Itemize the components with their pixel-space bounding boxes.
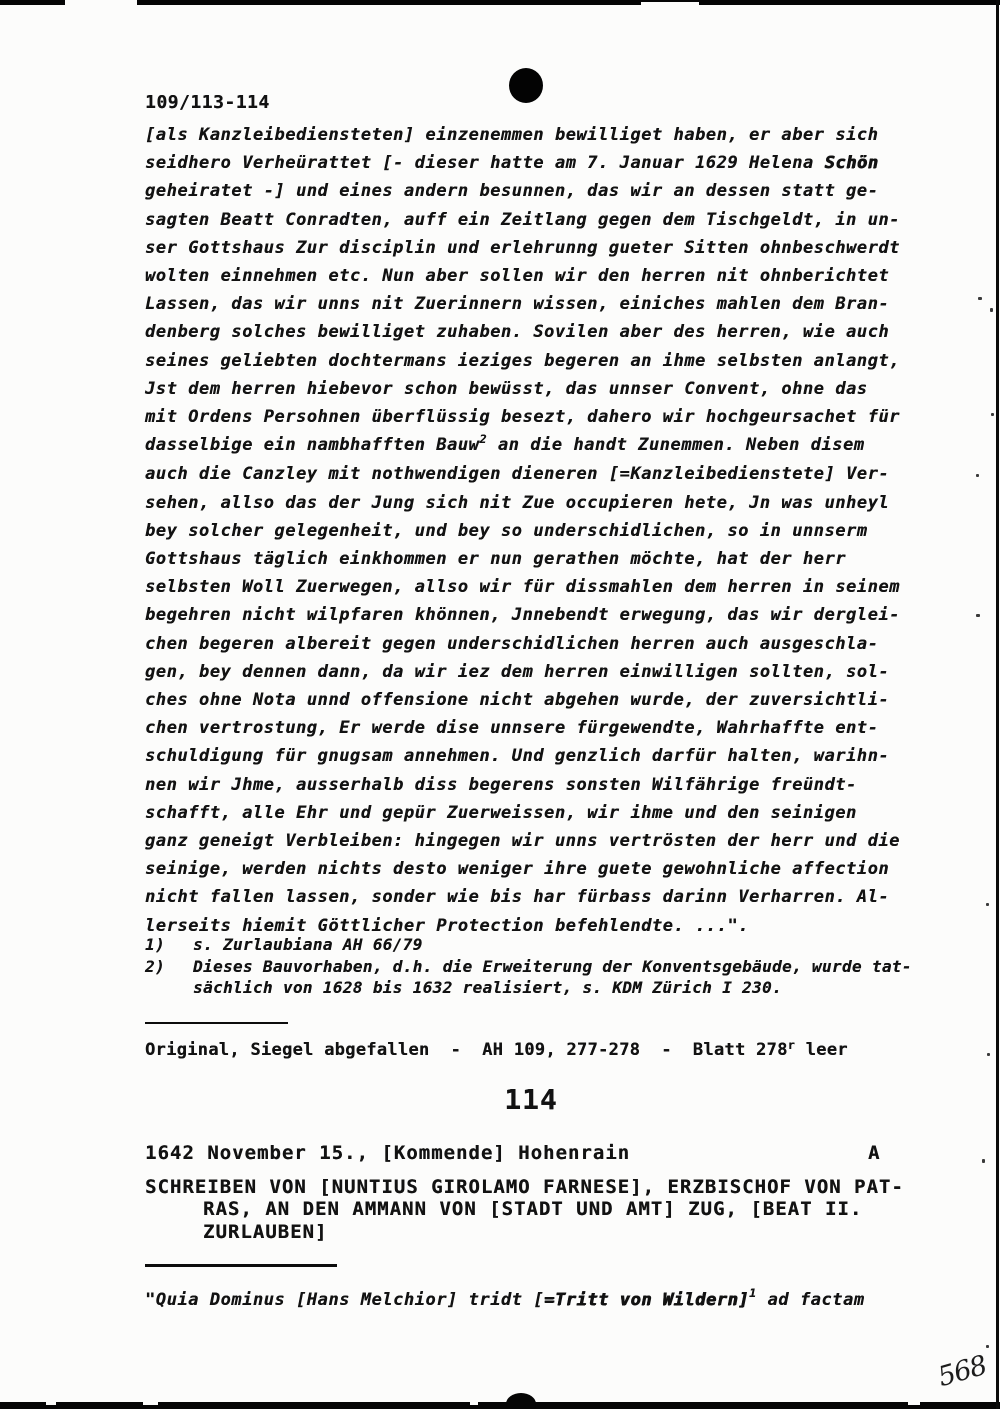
body-line xyxy=(145,855,945,883)
text-run: sagten Beatt Conradten, auff ein Zeitlang gegen dem Tischgeldt, in un- xyxy=(145,209,900,230)
entry-title xyxy=(145,1176,904,1243)
text-run: Schön xyxy=(824,153,879,174)
entry-title-line: ZURLAUBEN] xyxy=(203,1220,328,1243)
text-run: ser Gottshaus Zur disciplin und erlehrunng gueter Sitten ohnbeschwerdt xyxy=(145,237,900,258)
entry-number-heading: 114 xyxy=(504,1083,558,1116)
page-id-label: 109/113-114 xyxy=(145,92,270,113)
text-run: bey solcher gelegenheit, und bey so underschidlichen, so in unnserm xyxy=(145,520,868,541)
body-line xyxy=(145,658,945,686)
body-line xyxy=(145,375,945,403)
text-run: Lassen, das wir unns nit Zuerinnern wissen, einiches mahlen dem Bran- xyxy=(145,294,890,315)
text-run: an die handt Zunemmen. Neben disem xyxy=(487,435,865,456)
body-line xyxy=(145,714,945,742)
top-scan-bar-gap xyxy=(65,0,137,5)
bottom-scan-bar-gap xyxy=(908,1402,920,1405)
body-line xyxy=(145,799,945,827)
text-run: geheiratet -] und eines andern besunnen, das wir an dessen statt ge- xyxy=(145,181,879,202)
scan-speck xyxy=(987,1053,990,1056)
scan-speck xyxy=(986,1345,989,1348)
quote-line xyxy=(145,1286,865,1315)
footnotes xyxy=(145,934,945,999)
provenance-line xyxy=(145,1040,848,1060)
footnote-row xyxy=(145,934,945,956)
body-line xyxy=(145,517,945,545)
body-line xyxy=(145,686,945,714)
body-line xyxy=(145,206,945,234)
scan-speck xyxy=(990,308,993,312)
body-line xyxy=(145,431,945,460)
text-run: Original, Siegel abgefallen - AH 109, 277-278 - Blatt 278 xyxy=(145,1040,788,1060)
text-run: chen vertrostung, Er werde dise unnsere fürgewendte, Wahrhaffte ent- xyxy=(145,718,879,739)
text-run: =Tritt von Wildern] xyxy=(544,1290,749,1310)
scan-speck xyxy=(976,474,979,477)
right-scan-edge-line xyxy=(996,0,999,1409)
top-scan-bar-gap xyxy=(641,2,699,5)
scan-speck xyxy=(991,413,994,416)
footnote-text: Dieses Bauvorhaben, d.h. die Erweiterung der Konventsgebäude, wurde tat- xyxy=(193,956,912,976)
body-line xyxy=(145,827,945,855)
text-run: selbsten Woll Zuerwegen, allso wir für dissmahlen dem herren in seinem xyxy=(145,577,900,598)
text-run: dasselbige ein nambhafften Bauw xyxy=(145,435,480,456)
entry-date-line: 1642 November 15., [Kommende] Hohenrain xyxy=(145,1142,631,1164)
text-run: seinige, werden nichts desto weniger ihre guete gewohnliche affection xyxy=(145,859,890,880)
text-run: Gottshaus täglich einkhommen er nun gerathen möchte, hat der herr xyxy=(145,549,847,570)
text-run: ganz geneigt Verbleiben: hingegen wir unns vertrösten der herr und die xyxy=(145,831,900,852)
entry-title-line: RAS, AN DEN AMMANN VON [STADT UND AMT] ZUG, [BEAT II. xyxy=(203,1198,863,1221)
scan-speck xyxy=(986,903,989,906)
body-line xyxy=(145,234,945,262)
body-line xyxy=(145,883,945,911)
body-line xyxy=(145,573,945,601)
footnote-separator-rule xyxy=(145,1022,288,1024)
text-run: nicht fallen lassen, sonder wie bis har fürbass darinn Verharren. Al- xyxy=(145,887,890,908)
scan-speck xyxy=(976,614,980,617)
handwritten-folio-number: 568 xyxy=(934,1349,990,1394)
body-line xyxy=(145,601,945,629)
text-run: schafft, alle Ehr und gepür Zuerweissen, wir ihme und den seinigen xyxy=(145,802,857,823)
superscript-ref: 1 xyxy=(748,1286,757,1300)
text-run: gen, bey dennen dann, da wir iez dem herren einwilligen sollten, sol- xyxy=(145,661,890,682)
body-line xyxy=(145,177,945,205)
text-run: begehren nicht wilpfaren khönnen, Jnnebendt erwegung, das wir derglei- xyxy=(145,605,900,626)
bottom-scan-bar-gap xyxy=(143,1402,158,1405)
text-run: mit Ordens Persohnen überflüssig besezt, dahero wir hochgeursachet für xyxy=(145,407,900,428)
footnote-row xyxy=(145,956,945,978)
text-run: seidhero Verheürattet [- dieser hatte am 7. Januar 1629 Helena xyxy=(145,153,825,174)
body-line xyxy=(145,460,945,488)
body-text xyxy=(145,121,945,940)
body-line xyxy=(145,742,945,770)
entry-title-line: SCHREIBEN VON [NUNTIUS GIROLAMO FARNESE], ERZBISCHOF VON PAT- xyxy=(145,1176,904,1198)
body-line xyxy=(145,149,945,177)
text-run: ches ohne Nota unnd offensione nicht abgehen wurde, der zuversichtli- xyxy=(145,690,890,711)
body-line xyxy=(145,545,945,573)
text-run: denberg solches bewilliget zuhaben. Sovilen aber des herren, wie auch xyxy=(145,322,890,343)
text-run: sehen, allso das der Jung sich nit Zue occupieren hete, Jn was unheyl xyxy=(145,492,890,513)
footnote-text: sächlich von 1628 bis 1632 realisiert, s. KDM Zürich I 230. xyxy=(193,978,782,997)
body-line xyxy=(145,262,945,290)
footnote-marker xyxy=(145,977,193,999)
text-run: "Quia Dominus [Hans Melchior] tridt [ xyxy=(145,1290,545,1310)
bottom-scan-bar-gap xyxy=(470,1402,478,1405)
hole-punch-dot xyxy=(509,68,543,103)
text-run: lerseits hiemit Göttlicher Protection befehlendte. ...". xyxy=(145,915,749,936)
superscript-ref: 2 xyxy=(479,432,488,447)
text-run: wolten einnehmen etc. Nun aber sollen wir den herren nit ohnberichtet xyxy=(145,266,890,287)
bottom-scan-bar-gap xyxy=(46,1402,56,1405)
text-run: [als Kanzleibediensteten] einzenemmen bewilliget haben, er aber sich xyxy=(145,125,879,145)
text-run: seines geliebten dochtermans ieziges begeren an ihme selbsten anlangt, xyxy=(145,350,900,371)
body-line xyxy=(145,290,945,318)
body-line xyxy=(145,121,945,149)
text-run: auch die Canzley mit nothwendigen dieneren [=Kanzleibedienstete] Ver- xyxy=(145,464,890,485)
marginal-letter: A xyxy=(868,1142,880,1164)
body-line xyxy=(145,403,945,431)
text-run: leer xyxy=(795,1040,848,1060)
entry-separator-rule xyxy=(145,1264,337,1267)
bottom-hole-punch-bump xyxy=(506,1393,536,1409)
text-run: chen begeren albereit gegen underschidlichen herren auch ausgeschla- xyxy=(145,633,879,654)
footnote-row xyxy=(145,977,945,999)
superscript-ref: r xyxy=(787,1038,796,1052)
footnote-marker: 1) xyxy=(145,935,165,954)
top-scan-bar xyxy=(0,0,1000,5)
text-run: schuldigung für gnugsam annehmen. Und genzlich darfür halten, warihn- xyxy=(145,746,890,767)
body-line xyxy=(145,630,945,658)
text-run: nen wir Jhme, ausserhalb diss begerens sonsten Wilfährige freündt- xyxy=(145,774,857,795)
scan-speck xyxy=(978,297,982,300)
body-line xyxy=(145,318,945,346)
text-run: ad factam xyxy=(756,1290,865,1310)
scan-speck xyxy=(982,1159,985,1163)
body-line xyxy=(145,771,945,799)
text-run: Jst dem herren hiebevor schon bewüsst, das unnser Convent, ohne das xyxy=(145,378,868,399)
footnote-text: s. Zurlaubiana AH 66/79 xyxy=(193,935,423,954)
body-line xyxy=(145,489,945,517)
body-line xyxy=(145,347,945,375)
footnote-marker: 2) xyxy=(145,956,165,976)
